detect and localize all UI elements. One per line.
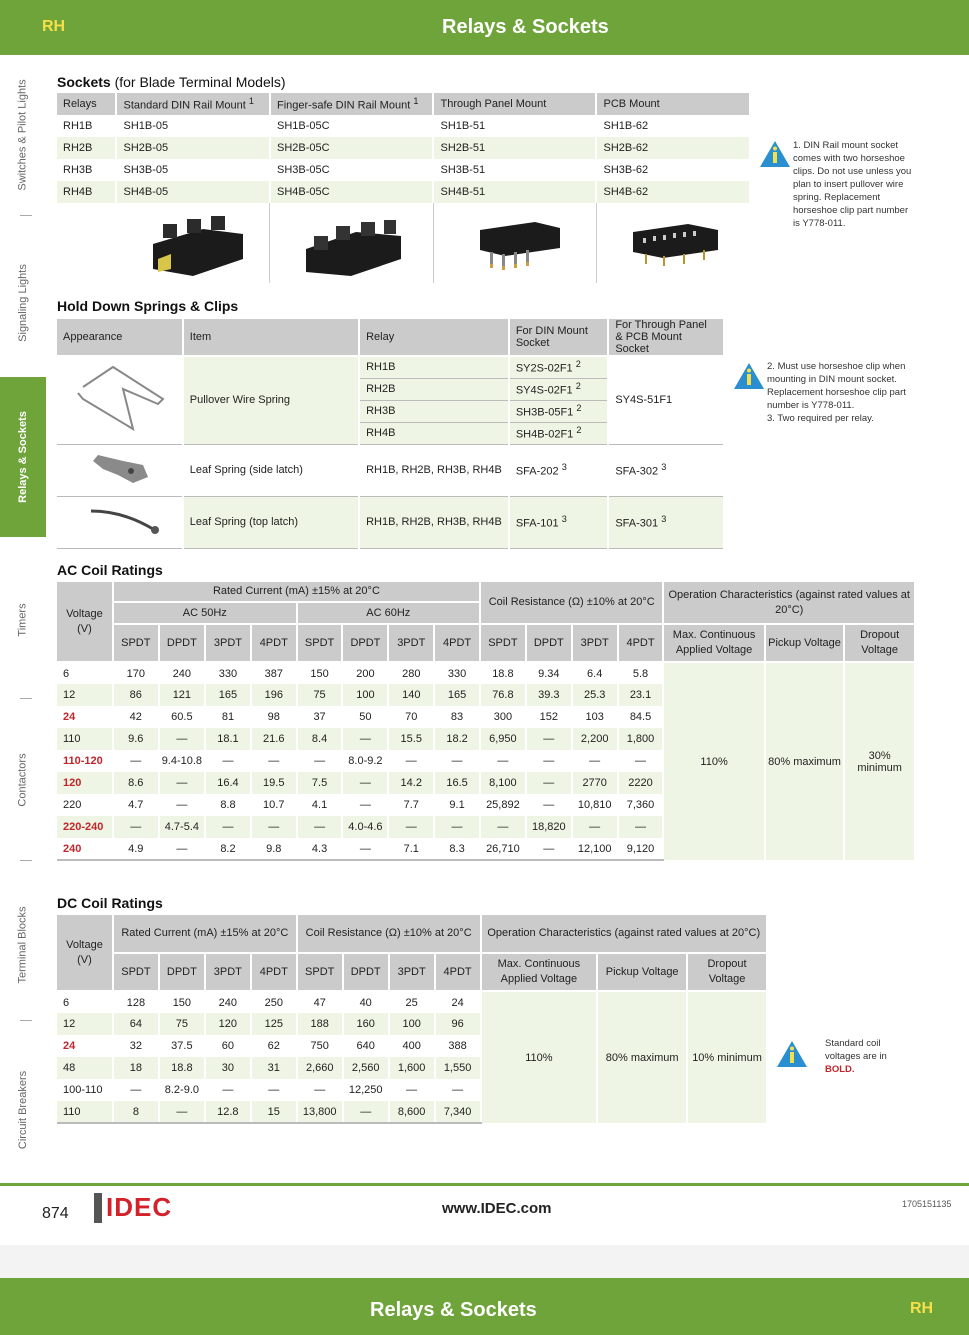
value-cell: 125 — [251, 1013, 297, 1035]
value-cell: 83 — [434, 706, 480, 728]
sidebar-item-relays[interactable] — [0, 377, 46, 537]
value-cell: 387 — [251, 662, 297, 684]
ac-title: AC Coil Ratings — [57, 562, 163, 578]
value-cell: 25.3 — [572, 684, 618, 706]
value-cell: 2,200 — [572, 728, 618, 750]
value-cell: 240 — [159, 662, 205, 684]
value-cell: 9.6 — [113, 728, 159, 750]
col-header: For DIN Mount Socket — [509, 319, 609, 356]
value-cell: 240 — [205, 991, 251, 1013]
value-cell: — — [434, 750, 480, 772]
value-cell: 8,600 — [389, 1101, 435, 1123]
value-cell: 60.5 — [159, 706, 205, 728]
value-cell: 8.8 — [205, 794, 251, 816]
voltage-cell: 12 — [57, 684, 113, 706]
value-cell: 12.8 — [205, 1101, 251, 1123]
value-cell: 280 — [388, 662, 434, 684]
value-cell: 39.3 — [526, 684, 572, 706]
value-cell: — — [113, 750, 159, 772]
value-cell: — — [389, 1079, 435, 1101]
pullover-spring-image — [63, 359, 173, 439]
operation-value: 80% maximum — [765, 662, 845, 860]
value-cell: — — [526, 772, 572, 794]
value-cell: 18.8 — [159, 1057, 205, 1079]
dc-rows — [57, 991, 767, 1123]
value-cell: — — [205, 816, 251, 838]
sidebar-item-label: Signaling Lights — [17, 263, 30, 342]
sidebar-item-label: Switches & Pilot Lights — [17, 79, 29, 191]
value-cell: — — [159, 728, 205, 750]
table-row: Leaf Spring (top latch) RH1B, RH2B, RH3B, RH4B SFA-101 $^3$ SFA-301 $^3$ — [57, 496, 724, 548]
value-cell: 330 — [205, 662, 251, 684]
value-cell: 120 — [205, 1013, 251, 1035]
value-cell: 4.7-5.4 — [159, 816, 205, 838]
value-cell: 388 — [435, 1035, 481, 1057]
value-cell: 7.7 — [388, 794, 434, 816]
value-cell: 64 — [113, 1013, 159, 1035]
value-cell: — — [526, 750, 572, 772]
value-cell: 4.7 — [113, 794, 159, 816]
table-header-row — [57, 93, 750, 115]
value-cell: 8.3 — [434, 838, 480, 860]
value-cell: 4.1 — [297, 794, 343, 816]
value-cell: — — [113, 1079, 159, 1101]
voltage-cell: 110 — [57, 1101, 113, 1123]
ac-coil-table — [57, 582, 916, 861]
value-cell: 12,250 — [343, 1079, 389, 1101]
value-cell: 5.8 — [618, 662, 664, 684]
sidebar-item-label: Circuit Breakers — [17, 1070, 29, 1150]
voltage-cell: 12 — [57, 1013, 113, 1035]
value-cell: 4.0-4.6 — [342, 816, 388, 838]
holddown-table — [57, 319, 725, 549]
value-cell: 8.6 — [113, 772, 159, 794]
table-header-row: SPDT DPDT 3PDT 4PDT SPDT DPDT 3PDT 4PDT SPDT DPDT 3PDT 4PDT Max. Continuous Applied Voltage Pickup Voltage Dropout Voltage — [57, 624, 915, 662]
value-cell: 7.1 — [388, 838, 434, 860]
value-cell: 13,800 — [297, 1101, 343, 1123]
value-cell: — — [342, 794, 388, 816]
value-cell: 128 — [113, 991, 159, 1013]
table-header-row: Voltage (V) Rated Current (mA) ±15% at 20°C Coil Resistance (Ω) ±10% at 20°C Operation Characteristics (against rated values at 20°C) — [57, 582, 915, 602]
col-header: Through Panel Mount — [433, 93, 596, 115]
value-cell: 24 — [435, 991, 481, 1013]
leaf-spring-top-image — [63, 499, 173, 543]
value-cell: 50 — [342, 706, 388, 728]
sidebar-item-circuit-breakers[interactable] — [0, 1040, 46, 1180]
value-cell: 140 — [388, 684, 434, 706]
value-cell: 2770 — [572, 772, 618, 794]
value-cell: 37 — [297, 706, 343, 728]
sidebar-item-contactors[interactable] — [0, 705, 46, 855]
col-header: Relays — [57, 93, 116, 115]
sidebar-item-timers[interactable] — [0, 545, 46, 695]
voltage-cell: 6 — [57, 991, 113, 1013]
value-cell: 400 — [389, 1035, 435, 1057]
value-cell: 2,660 — [297, 1057, 343, 1079]
value-cell: — — [297, 816, 343, 838]
value-cell: 150 — [159, 991, 205, 1013]
table-row — [57, 662, 915, 684]
col-header: Item — [183, 319, 359, 356]
divider — [20, 1020, 32, 1021]
value-cell: — — [297, 750, 343, 772]
value-cell: 18.1 — [205, 728, 251, 750]
value-cell: 196 — [251, 684, 297, 706]
sockets-subtitle: (for Blade Terminal Models) — [114, 74, 286, 90]
value-cell: 100 — [342, 684, 388, 706]
value-cell: 9.4-10.8 — [159, 750, 205, 772]
voltage-cell: 120 — [57, 772, 113, 794]
value-cell: 9.8 — [251, 838, 297, 860]
value-cell: 6.4 — [572, 662, 618, 684]
table-row: Pullover Wire Spring RH1B SY2S-02F1 $^2$ SY4S-51F1 — [57, 356, 724, 378]
value-cell: — — [159, 794, 205, 816]
divider — [20, 698, 32, 699]
value-cell: 10,810 — [572, 794, 618, 816]
value-cell: 150 — [297, 662, 343, 684]
next-page-code: RH — [910, 1300, 934, 1317]
dc-coil-table — [57, 915, 768, 1124]
next-page-header — [0, 1278, 969, 1335]
voltage-cell: 220 — [57, 794, 113, 816]
table-row: RH1B SH1B-05 SH1B-05C SH1B-51 SH1B-62 — [57, 115, 750, 137]
value-cell: 98 — [251, 706, 297, 728]
leaf-spring-side-image — [63, 447, 173, 491]
col-header: Finger-safe DIN Rail Mount $^1$ — [270, 93, 434, 115]
value-cell: 8 — [113, 1101, 159, 1123]
col-header: For Through Panel & PCB Mount Socket — [608, 319, 724, 356]
holddown-title: Hold Down Springs & Clips — [57, 298, 239, 314]
value-cell: 25 — [389, 991, 435, 1013]
value-cell: 75 — [159, 1013, 205, 1035]
value-cell: 8,100 — [480, 772, 526, 794]
value-cell: 100 — [389, 1013, 435, 1035]
value-cell: 103 — [572, 706, 618, 728]
value-cell: — — [159, 772, 205, 794]
dc-title: DC Coil Ratings — [57, 895, 163, 911]
value-cell: — — [435, 1079, 481, 1101]
sockets-title: Sockets (for Blade Terminal Models) — [57, 74, 286, 90]
value-cell: 640 — [343, 1035, 389, 1057]
value-cell: 750 — [297, 1035, 343, 1057]
value-cell: — — [205, 1079, 251, 1101]
table-row: Leaf Spring (side latch) RH1B, RH2B, RH3B, RH4B SFA-202 $^3$ SFA-302 $^3$ — [57, 444, 724, 496]
value-cell: 250 — [251, 991, 297, 1013]
table-header-row — [57, 319, 724, 356]
voltage-cell: 6 — [57, 662, 113, 684]
value-cell: 16.4 — [205, 772, 251, 794]
value-cell: 1,600 — [389, 1057, 435, 1079]
header-code: RH — [42, 18, 66, 35]
value-cell: 4.9 — [113, 838, 159, 860]
value-cell: 30 — [205, 1057, 251, 1079]
value-cell: 37.5 — [159, 1035, 205, 1057]
value-cell: — — [526, 728, 572, 750]
value-cell: 188 — [297, 1013, 343, 1035]
value-cell: 14.2 — [388, 772, 434, 794]
value-cell: 18.8 — [480, 662, 526, 684]
value-cell: 18.2 — [434, 728, 480, 750]
socket-images-row — [57, 203, 750, 283]
holddown-footnotes: 2. Must use horseshoe clip when mounting in DIN mount socket. Replacement horseshoe clip part number is Y778-011. 3. Two required per relay. — [767, 361, 906, 424]
value-cell: 8.0-9.2 — [342, 750, 388, 772]
table-row: RH3B SH3B-05 SH3B-05C SH3B-51 SH3B-62 — [57, 159, 750, 181]
sockets-table — [57, 93, 751, 283]
sockets-footnote: 1. DIN Rail mount socket comes with two horseshoe clips. Do not use unless you plan to insert pullover wire spring. Replacement horseshoe clip part number is Y778-011. — [793, 140, 912, 229]
pcb-socket-image — [603, 204, 743, 280]
table-row: RH4B SH4B-02F1 $^2$ — [57, 422, 724, 444]
value-cell: 7,340 — [435, 1101, 481, 1123]
value-cell: 12,100 — [572, 838, 618, 860]
value-cell: 18,820 — [526, 816, 572, 838]
voltage-cell: 100-110 — [57, 1079, 113, 1101]
value-cell: — — [480, 750, 526, 772]
value-cell: 60 — [205, 1035, 251, 1057]
value-cell: 31 — [251, 1057, 297, 1079]
value-cell: 18 — [113, 1057, 159, 1079]
value-cell: 1,800 — [618, 728, 664, 750]
sidebar-item-label: Contactors — [17, 753, 30, 807]
value-cell: 21.6 — [251, 728, 297, 750]
value-cell: 8.4 — [297, 728, 343, 750]
value-cell: 121 — [159, 684, 205, 706]
value-cell: — — [388, 816, 434, 838]
din-socket-image — [123, 204, 263, 280]
voltage-cell: 240 — [57, 838, 113, 860]
value-cell: 81 — [205, 706, 251, 728]
sidebar-item-terminal-blocks[interactable] — [0, 870, 46, 1020]
sidebar-item-switches[interactable] — [0, 55, 46, 215]
page-header — [0, 0, 969, 55]
value-cell: 75 — [297, 684, 343, 706]
value-cell: — — [572, 750, 618, 772]
value-cell: — — [618, 816, 664, 838]
header-title: Relays & Sockets — [442, 16, 609, 38]
voltage-cell: 110-120 — [57, 750, 113, 772]
value-cell: 47 — [297, 991, 343, 1013]
col-header: Standard DIN Rail Mount $^1$ — [116, 93, 270, 115]
table-row — [57, 991, 767, 1013]
value-cell: 160 — [343, 1013, 389, 1035]
value-cell: 84.5 — [618, 706, 664, 728]
voltage-cell: 24 — [57, 1035, 113, 1057]
value-cell: 170 — [113, 662, 159, 684]
value-cell: 9,120 — [618, 838, 664, 860]
bold-note: BOLD. — [825, 1064, 855, 1075]
value-cell: 86 — [113, 684, 159, 706]
value-cell: 7,360 — [618, 794, 664, 816]
col-header: Appearance — [57, 319, 183, 356]
value-cell: 6,950 — [480, 728, 526, 750]
value-cell: 19.5 — [251, 772, 297, 794]
col-header: Relay — [359, 319, 509, 356]
value-cell: — — [342, 728, 388, 750]
value-cell: — — [480, 816, 526, 838]
value-cell: — — [434, 816, 480, 838]
value-cell: — — [159, 1101, 205, 1123]
divider — [20, 215, 32, 216]
value-cell: 300 — [480, 706, 526, 728]
info-icon — [759, 140, 791, 168]
sidebar-item-label: Timers — [16, 603, 29, 637]
value-cell: — — [388, 750, 434, 772]
table-row: RH2B SY4S-02F1 $^2$ — [57, 378, 724, 400]
col-header: PCB Mount — [596, 93, 750, 115]
value-cell: 62 — [251, 1035, 297, 1057]
value-cell: 330 — [434, 662, 480, 684]
table-row: RH2B SH2B-05 SH2B-05C SH2B-51 SH2B-62 — [57, 137, 750, 159]
document-id: 1705151135 — [902, 1199, 952, 1209]
dc-footnote: Standard coil voltages are in BOLD. — [825, 1038, 887, 1075]
table-row: RH4B SH4B-05 SH4B-05C SH4B-51 SH4B-62 — [57, 181, 750, 203]
voltage-cell: 220-240 — [57, 816, 113, 838]
value-cell: 40 — [343, 991, 389, 1013]
next-page-title: Relays & Sockets — [370, 1299, 537, 1321]
table-header-row: Voltage (V) Rated Current (mA) ±15% at 20°C Coil Resistance (Ω) ±10% at 20°C Operation Characteristics (against rated values at 20°C) — [57, 915, 767, 953]
value-cell: 200 — [342, 662, 388, 684]
value-cell: 152 — [526, 706, 572, 728]
value-cell: 15 — [251, 1101, 297, 1123]
value-cell: — — [251, 750, 297, 772]
ac-rows — [57, 662, 915, 860]
voltage-cell: 48 — [57, 1057, 113, 1079]
voltage-cell: 24 — [57, 706, 113, 728]
side-navigation — [0, 55, 46, 1180]
value-cell: 2220 — [618, 772, 664, 794]
voltage-cell: 110 — [57, 728, 113, 750]
value-cell: — — [251, 1079, 297, 1101]
operation-value: 110% — [663, 662, 764, 860]
value-cell: — — [526, 794, 572, 816]
operation-value: 30% minimum — [844, 662, 915, 860]
footer-divider — [0, 1183, 969, 1186]
value-cell: 16.5 — [434, 772, 480, 794]
value-cell: 96 — [435, 1013, 481, 1035]
value-cell: 2,560 — [343, 1057, 389, 1079]
table-header-row: AC 50Hz AC 60Hz — [57, 602, 915, 624]
operation-value: 110% — [481, 991, 598, 1123]
value-cell: 15.5 — [388, 728, 434, 750]
sidebar-item-label: Relays & Sockets — [17, 411, 29, 503]
website-link[interactable]: www.IDEC.com — [442, 1200, 552, 1217]
value-cell: — — [205, 750, 251, 772]
value-cell: — — [297, 1079, 343, 1101]
value-cell: 9.34 — [526, 662, 572, 684]
value-cell: — — [343, 1101, 389, 1123]
operation-value: 80% maximum — [597, 991, 687, 1123]
value-cell: 26,710 — [480, 838, 526, 860]
table-header-row: SPDT DPDT 3PDT 4PDT SPDT DPDT 3PDT 4PDT Max. Continuous Applied Voltage Pickup Voltage Dropout Voltage — [57, 953, 767, 991]
page-number: 874 — [42, 1205, 69, 1222]
value-cell: 1,550 — [435, 1057, 481, 1079]
value-cell: 23.1 — [618, 684, 664, 706]
value-cell: — — [159, 838, 205, 860]
value-cell: 9.1 — [434, 794, 480, 816]
table-row: RH3B SH3B-05F1 $^2$ — [57, 400, 724, 422]
value-cell: 4.3 — [297, 838, 343, 860]
idec-logo: IDEC — [94, 1192, 172, 1223]
value-cell: — — [113, 816, 159, 838]
value-cell: — — [618, 750, 664, 772]
through-panel-socket-image — [440, 204, 590, 280]
divider — [20, 860, 32, 861]
finger-safe-socket-image — [276, 204, 426, 280]
value-cell: — — [251, 816, 297, 838]
value-cell: 165 — [434, 684, 480, 706]
value-cell: 70 — [388, 706, 434, 728]
value-cell: 76.8 — [480, 684, 526, 706]
sidebar-item-signaling[interactable] — [0, 230, 46, 375]
value-cell: 8.2-9.0 — [159, 1079, 205, 1101]
page-gap — [0, 1245, 969, 1278]
value-cell: 32 — [113, 1035, 159, 1057]
value-cell: 8.2 — [205, 838, 251, 860]
value-cell: — — [342, 838, 388, 860]
value-cell: 165 — [205, 684, 251, 706]
value-cell: 10.7 — [251, 794, 297, 816]
value-cell: 7.5 — [297, 772, 343, 794]
value-cell: — — [572, 816, 618, 838]
info-icon — [776, 1040, 808, 1068]
value-cell: 25,892 — [480, 794, 526, 816]
info-icon — [733, 362, 765, 390]
value-cell: 42 — [113, 706, 159, 728]
value-cell: — — [342, 772, 388, 794]
sidebar-item-label: Terminal Blocks — [17, 906, 29, 984]
value-cell: — — [526, 838, 572, 860]
operation-value: 10% minimum — [687, 991, 767, 1123]
